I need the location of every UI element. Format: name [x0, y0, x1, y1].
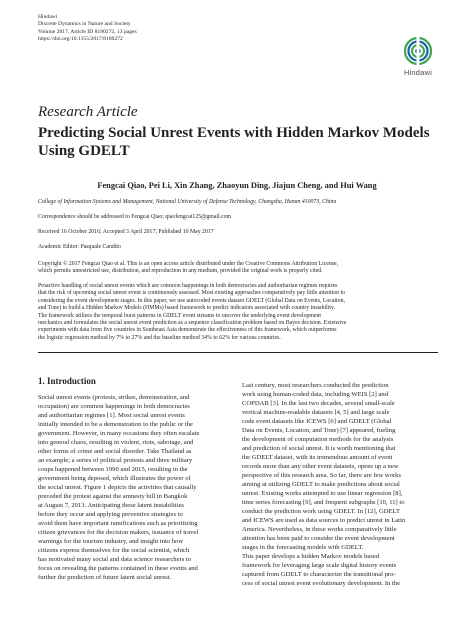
academic-editor	[38, 244, 438, 251]
body-line: focus on revealing the patterns contained in these events and	[38, 565, 198, 572]
dates-text: Received 16 October 2016; Accepted 3 April 2017; Published 10 May 2017	[38, 229, 214, 235]
body-line: COPDAB [3]. In the last two decades, several small-scale	[242, 400, 395, 407]
body-line: initially intended to be a demonstration to the public or the	[38, 421, 193, 428]
article-type: Research Article	[38, 104, 138, 120]
abstract-line: experiments with data from five countries in Southeast Asia demonstrate the effectiveness of this framework, which outperforms	[38, 327, 337, 334]
left-column	[38, 393, 234, 582]
body-line: further the prediction of future latent social unrest.	[38, 574, 172, 581]
body-line: time series forecasting [9], and frequent subgraphs [10, 11] to	[242, 499, 405, 506]
body-line: This paper develops a hidden Markov models based	[242, 553, 380, 560]
section-divider	[38, 352, 438, 353]
body-line: before they occur and applying preventive strategies to	[38, 511, 183, 518]
body-line: the development of computation methods for the analysis	[242, 436, 394, 443]
title-line: Predicting Social Unrest Events with Hidden Markov Models	[38, 125, 430, 141]
hindawi-logo-icon	[403, 36, 433, 66]
paper-title	[38, 124, 438, 160]
body-line: work using human-coded data, including WEIS [2] and	[242, 391, 389, 398]
body-line: has motivated many social and data science researchers to	[38, 556, 192, 563]
abstract-line: mechanics and formulates the social unrest event prediction as a sequence classification problem based on Bayes decision. Extensive	[38, 320, 347, 327]
body-line: Social unrest events (protests, strikes, demonstration, and	[38, 394, 190, 401]
body-line: and authoritarian regimes [1]. Most social unrest events	[38, 412, 185, 419]
body-line: citizen grievances for the decision makers, issuance of travel	[38, 529, 199, 536]
abstract-line: Proactive handling of social unrest events which are common happenings in both democracies and authoritarian regimes requires	[38, 283, 338, 289]
abstract	[38, 283, 438, 342]
body-line: vertical machine-readable datasets [4, 5] and large scale	[242, 409, 390, 416]
body-line: captured from GDELT to characterize the transitional pro-	[242, 571, 396, 578]
copyright-line: which permits unrestricted use, distribution, and reproduction in any medium, provided the original work is properly cited.	[38, 268, 323, 275]
body-line: aiming at utilizing GDELT to make predictions about social	[242, 481, 400, 488]
article-dates	[38, 229, 438, 236]
affiliation	[38, 199, 438, 206]
journal-series: Discrete Dynamics in Nature and Society	[38, 21, 131, 28]
copyright-line: Copyright © 2017 Fengcai Qiao et al. This is an open access article distributed under the Creative Commons Attribution License,	[38, 261, 339, 267]
body-line: Last century, most researchers conducted the prediction	[242, 382, 389, 389]
abstract-line: and Tone) to build a Hidden Markov Models (HMMs) based framework to predict indicators associated with country instability.	[38, 305, 335, 312]
body-line: at August 7, 2013. Anticipating these latent instabilities	[38, 502, 184, 509]
body-line: occupation) are common happenings in both democracies	[38, 403, 190, 410]
body-line: attention has been paid to consider the event development	[242, 535, 395, 542]
body-line: an example; a series of political protests and three military	[38, 457, 193, 464]
correspondence	[38, 214, 438, 221]
body-line: the GDELT dataset, with its tremendous amount of event	[242, 454, 393, 461]
body-line: other forms of crime and social disorder. Take Thailand as	[38, 448, 192, 455]
body-line: framework for leveraging large scale digital history events	[242, 562, 397, 569]
body-line: records more than any other event datasets, opens up a new	[242, 463, 399, 470]
abstract-line: the logistic regression method by 7% to 27% and the baseline method 34% to 62% for various countries.	[38, 334, 281, 341]
abstract-line: considering the event development stages. In this paper, we use autocoded events dataset GDELT (Global Data on Events, Location,	[38, 297, 345, 304]
copyright-notice	[38, 261, 438, 276]
body-line: coups happened between 1990 and 2015, resulting in the	[38, 466, 188, 473]
hindawi-logo	[395, 36, 441, 77]
journal-volume: Volume 2017, Article ID 8180272, 13 pages	[38, 28, 137, 35]
body-line: America. Nevertheless, in these works comparatively little	[242, 526, 397, 533]
body-line: and prediction of social unrest. It is worth mentioning that	[242, 445, 396, 452]
journal-doi[interactable]: https://doi.org/10.1155/2017/8180272	[38, 36, 123, 43]
body-line: Data on Events, Location, and Tone) [7] appeared, fueling	[242, 427, 396, 434]
body-line: the social unrest. Figure 1 depicts the activities that causally	[38, 484, 197, 491]
body-line: government. However, in many occasions they often escalate	[38, 430, 200, 437]
right-column	[242, 381, 438, 588]
body-line: into general chaos, resulting in violent, riots, sabotage, and	[38, 439, 194, 446]
section-heading-introduction: 1. Introduction	[38, 376, 96, 386]
body-line: cess of social unrest event evolutionary development. In the	[242, 580, 401, 587]
body-line: perspective of this research area. So far, there are few works	[242, 472, 402, 479]
affiliation-text: College of Information Systems and Management, National University of Defense Technology, Changsha, Hunan 410073, China	[38, 199, 337, 205]
body-line: and ICEWS are used as data sources to predict unrest in Latin	[242, 517, 406, 524]
body-line: citizens express themselves for the social scientist, which	[38, 547, 190, 554]
body-line: conduct the prediction work using GDELT. In [12], GDELT	[242, 508, 400, 515]
author-list: Fengcai Qiao, Pei Li, Xin Zhang, Zhaoyun Ding, Jiajun Cheng, and Hui Wang	[97, 181, 377, 190]
editor-text: Academic Editor: Pasquale Candito	[38, 244, 121, 250]
journal-header	[38, 14, 298, 44]
abstract-line: that the risk of upcoming social unrest event is continuously assessed. Most existing approaches comparatively pay little attention to	[38, 290, 346, 297]
body-line: unrest. Existing works attempted to use linear regression [8],	[242, 490, 403, 497]
body-line: warnings for the tourism industry, and insight into how	[38, 538, 184, 545]
body-line: preceded the protest against the amnesty bill in Bangkok	[38, 493, 188, 500]
journal-publisher: Hindawi	[38, 14, 58, 20]
logo-text: Hindawi	[403, 68, 433, 77]
title-line: Using GDELT	[38, 143, 130, 159]
body-line: code event datasets like ICEWS [6] and GDELT (Global	[242, 418, 392, 425]
abstract-line: The framework utilizes the temporal burst patterns in GDELT event streams to uncover the underlying event development	[38, 312, 321, 319]
body-line: stages in the forecasting models with GDELT.	[242, 544, 364, 551]
correspondence-text: Correspondence should be addressed to Fengcai Qiao; qiaofengcai125@gmail.com	[38, 214, 232, 220]
body-line: avoid them have important ramifications such as prioritizing	[38, 520, 198, 527]
body-line: government being deposed, which illustrates the power of	[38, 475, 191, 482]
